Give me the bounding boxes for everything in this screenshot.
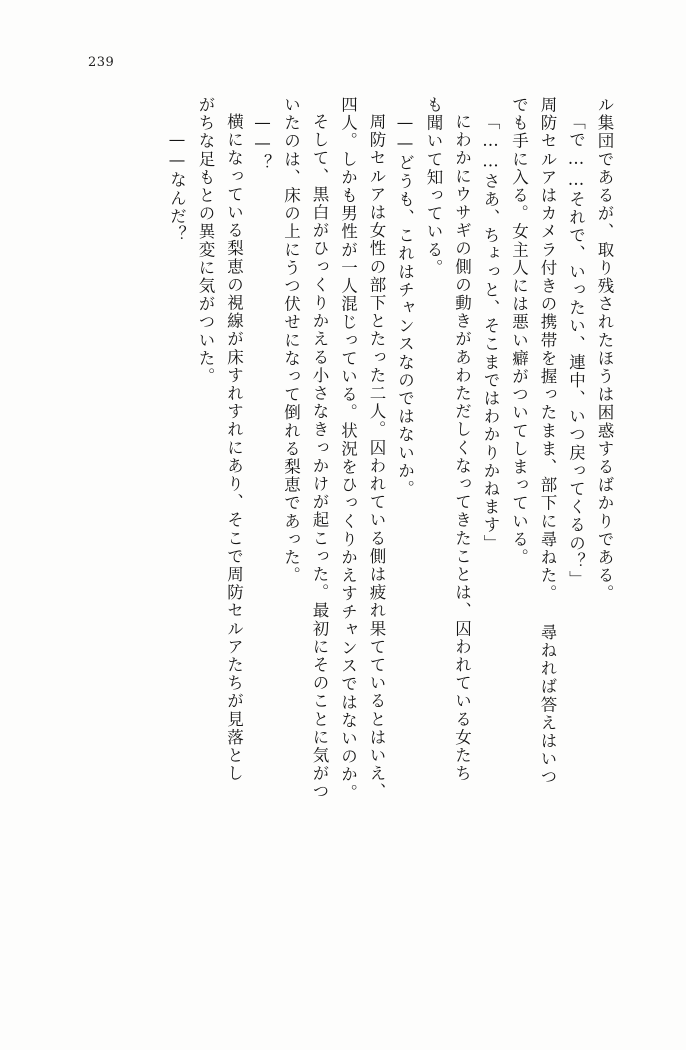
text-column: 「……さあ、ちょっと、そこまではわかりかねます」: [481, 113, 500, 553]
text-column: 周防セルアはカメラ付きの携帯を握ったまま、部下に尋ねた。 尋ねれば答えはいつ: [538, 96, 557, 787]
text-column: 「で……それで、いったい、連中、いつ戻ってくるの？」: [566, 113, 586, 589]
text-column: 横になっている梨恵の視線が床すれすれにあり、そこで周防セルアたちが見落とし: [224, 113, 244, 783]
text-column: ——どうも、これはチャンスなのではないか。: [395, 113, 415, 499]
text-column: も聞いて知っている。: [424, 96, 443, 277]
text-column: でも手に入る。女主人には悪い癖がついてしまっている。: [509, 96, 529, 567]
text-column: がちな足もとの異変に気がついた。: [196, 96, 215, 386]
text-column: ル集団であるが、取り残されたほうは困惑するばかりである。: [595, 96, 614, 603]
text-column: 四人。しかも男性が一人混じっている。状況をひっくりかえすチャンスではないのか。: [338, 96, 358, 802]
text-column: にわかにウサギの側の動きがあわただしくなってきたことは、囚われている女たち: [452, 113, 472, 783]
text-column: いたのは、床の上にうつ伏せになって倒れる梨恵であった。: [281, 96, 301, 585]
text-column: そして、黒白がひっくりかえる小さなきっかけが起こった。最初にそのことに気がつ: [310, 113, 329, 801]
text-column: 周防セルアは女性の部下とたった二人。囚われている側は疲れ果てているとはいえ、: [367, 113, 386, 801]
text-column: ——なんだ？: [167, 130, 187, 244]
text-column: ——？: [253, 113, 272, 173]
vertical-text-body: [74, 96, 612, 976]
page-number: 239: [88, 55, 115, 70]
